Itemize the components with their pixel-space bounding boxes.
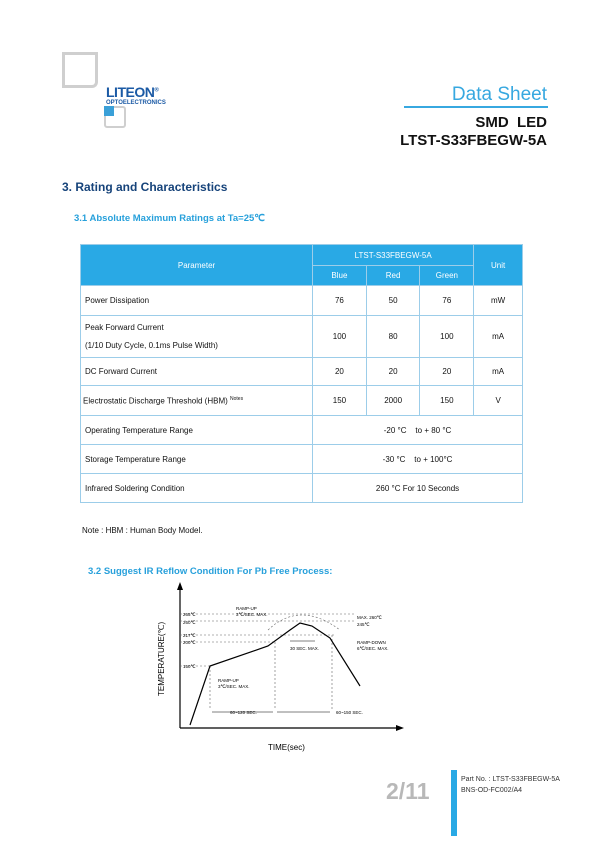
param-cell: Infrared Soldering Condition bbox=[81, 474, 313, 503]
annotation-reflow-time: 60~150 SEC. bbox=[336, 710, 363, 715]
annotation-max-temp: MAX. 260℃ bbox=[357, 615, 382, 620]
annotation-ramp-up-top-rate: 3℃/SEC. MAX. bbox=[236, 612, 268, 617]
temp-label: 260℃ bbox=[183, 620, 196, 625]
annotation-preheat-time: 60~120 SEC. bbox=[230, 710, 257, 715]
x-axis-label: TIME(sec) bbox=[268, 743, 305, 752]
footer-accent-bar bbox=[451, 770, 457, 836]
value-cell: 150 bbox=[313, 386, 367, 416]
header-red: Red bbox=[366, 266, 420, 286]
note-marker: Notes bbox=[230, 395, 244, 402]
table-row bbox=[81, 416, 523, 445]
param-text: Peak Forward Current bbox=[85, 323, 164, 332]
annotation-ramp-up-low-rate: 3℃/SEC. MAX. bbox=[218, 684, 250, 689]
max-profile-curve bbox=[268, 615, 340, 630]
param-cell bbox=[81, 316, 313, 358]
product-type: SMD LED bbox=[475, 114, 547, 131]
page-number: 2/11 bbox=[386, 778, 430, 804]
value-cell: 76 bbox=[420, 286, 474, 316]
annotation-ramp-down-rate: 6℃/SEC. MAX. bbox=[357, 646, 389, 651]
annotation-peak-time: 30 SEC. MAX. bbox=[290, 646, 320, 651]
unit-cell: mA bbox=[474, 358, 523, 386]
header-blue: Blue bbox=[313, 266, 367, 286]
temp-label: 200℃ bbox=[183, 640, 196, 645]
value-cell: 20 bbox=[420, 358, 474, 386]
logo-accent-icon bbox=[104, 106, 114, 116]
table-row bbox=[81, 386, 523, 416]
value-cell: 50 bbox=[366, 286, 420, 316]
annotation-ramp-up-top: RAMP-UP bbox=[236, 606, 257, 611]
table-row bbox=[81, 286, 523, 316]
header-part-number: LTST-S33FBEGW-5A bbox=[313, 245, 474, 266]
y-axis-arrow-icon bbox=[177, 582, 183, 590]
value-cell: 20 bbox=[313, 358, 367, 386]
unit-cell: mW bbox=[474, 286, 523, 316]
absolute-max-ratings-table bbox=[80, 244, 523, 503]
header-divider bbox=[404, 106, 548, 108]
value-cell: 80 bbox=[366, 316, 420, 358]
unit-cell: mA bbox=[474, 316, 523, 358]
section-title: 3. Rating and Characteristics bbox=[62, 180, 228, 194]
x-axis-arrow-icon bbox=[396, 725, 404, 731]
param-cell: Electrostatic Discharge Threshold (HBM) $^{Notes}$ bbox=[81, 386, 313, 416]
table-row bbox=[81, 316, 523, 358]
temp-label: 265℃ bbox=[183, 612, 196, 617]
value-cell: -20 °C to + 80 °C bbox=[313, 416, 523, 445]
value-cell: 150 bbox=[420, 386, 474, 416]
param-cell: Storage Temperature Range bbox=[81, 445, 313, 474]
temp-label: 150℃ bbox=[183, 664, 196, 669]
unit-cell: V bbox=[474, 386, 523, 416]
value-cell: -30 °C to + 100°C bbox=[313, 445, 523, 474]
value-cell: 100 bbox=[420, 316, 474, 358]
header-green: Green bbox=[420, 266, 474, 286]
table-row bbox=[81, 445, 523, 474]
value-cell: 20 bbox=[366, 358, 420, 386]
footer-doc-number: BNS-OD-FC002/A4 bbox=[461, 787, 523, 794]
table-row bbox=[81, 474, 523, 503]
param-text-detail: (1/10 Duty Cycle, 0.1ms Pulse Width) bbox=[85, 341, 218, 350]
reflow-profile-diagram bbox=[150, 578, 420, 758]
subsection-title-ratings: 3.1 Absolute Maximum Ratings at Ta=25℃ bbox=[74, 213, 265, 224]
param-cell: Operating Temperature Range bbox=[81, 416, 313, 445]
annotation-max-temp-2: 245℃ bbox=[357, 622, 370, 627]
logo-frame-corner-icon bbox=[62, 52, 98, 88]
table-row bbox=[81, 358, 523, 386]
document-type: Data Sheet bbox=[451, 84, 547, 105]
annotation-ramp-down: RAMP-DOWN bbox=[357, 640, 386, 645]
value-cell: 100 bbox=[313, 316, 367, 358]
product-part-number: LTST-S33FBEGW-5A bbox=[400, 132, 547, 149]
param-cell: DC Forward Current bbox=[81, 358, 313, 386]
company-logo: LITEON® bbox=[106, 84, 159, 100]
header-unit: Unit bbox=[474, 245, 523, 286]
value-cell: 260 °C For 10 Seconds bbox=[313, 474, 523, 503]
table-note: Note : HBM : Human Body Model. bbox=[82, 526, 203, 535]
y-axis-label: TEMPERATURE(℃) bbox=[157, 621, 166, 696]
company-subtitle: OPTOELECTRONICS bbox=[106, 100, 166, 106]
temp-label: 217℃ bbox=[183, 633, 196, 638]
annotation-ramp-up-low: RAMP-UP bbox=[218, 678, 239, 683]
subsection-title-reflow: 3.2 Suggest IR Reflow Condition For Pb Free Process: bbox=[88, 566, 333, 577]
value-cell: 76 bbox=[313, 286, 367, 316]
param-cell: Power Dissipation bbox=[81, 286, 313, 316]
footer-part-number: Part No. : LTST-S33FBEGW-5A bbox=[461, 776, 560, 783]
value-cell: 2000 bbox=[366, 386, 420, 416]
header-parameter: Parameter bbox=[81, 245, 313, 286]
